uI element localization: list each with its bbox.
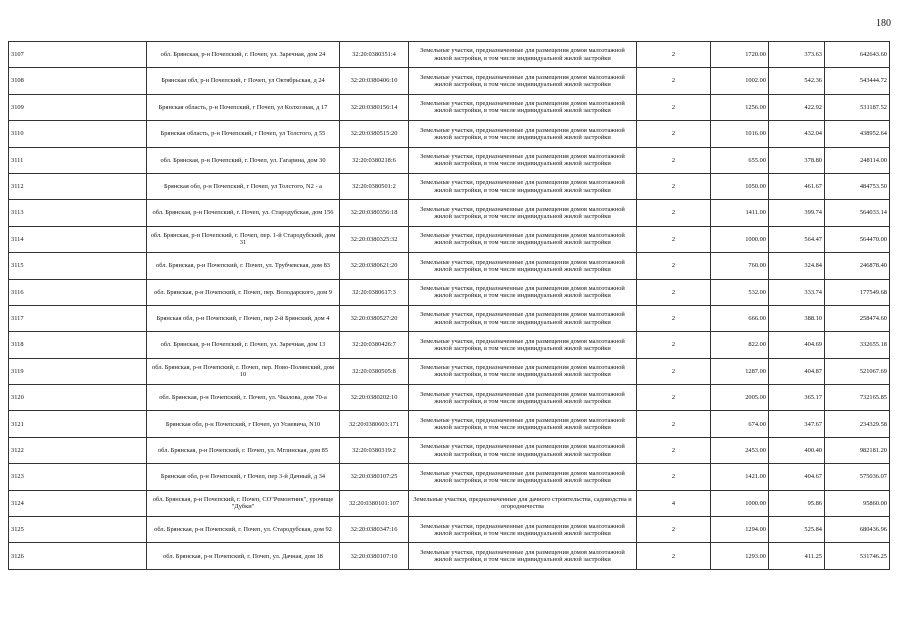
specific-value-cell: 95.86 xyxy=(769,490,825,516)
cadastral-value-table xyxy=(8,41,890,570)
row-number: 3108 xyxy=(9,68,147,94)
row-number: 3123 xyxy=(9,464,147,490)
group-cell: 2 xyxy=(637,543,711,569)
table-row xyxy=(9,68,890,94)
area-cell: 1000.00 xyxy=(711,226,769,252)
address-cell: обл. Брянская, р-н Почепский, г. Почеп, пер. 1-й Стародубский, дом 31 xyxy=(147,226,340,252)
cadastral-number-cell: 32:20:0380515:20 xyxy=(340,121,409,147)
group-cell: 2 xyxy=(637,68,711,94)
specific-value-cell: 411.25 xyxy=(769,543,825,569)
group-cell: 2 xyxy=(637,517,711,543)
group-cell: 2 xyxy=(637,173,711,199)
cadastral-value-cell: 234329.58 xyxy=(825,411,890,437)
table-row xyxy=(9,279,890,305)
table-row xyxy=(9,543,890,569)
table-row xyxy=(9,332,890,358)
address-cell: обл. Брянская, р-н Почепский, г. Почеп, ул. Чкалова, дом 70-а xyxy=(147,385,340,411)
group-cell: 2 xyxy=(637,464,711,490)
row-number: 3122 xyxy=(9,437,147,463)
group-cell: 2 xyxy=(637,121,711,147)
cadastral-value-cell: 531746.25 xyxy=(825,543,890,569)
specific-value-cell: 461.67 xyxy=(769,173,825,199)
specific-value-cell: 404.67 xyxy=(769,464,825,490)
table-row xyxy=(9,147,890,173)
land-use-cell: Земельные участки, предназначенные для размещения домов малоэтажной жилой застройки, в том числе индивидуальной жилой застройки xyxy=(409,147,637,173)
land-use-cell: Земельные участки, предназначенные для размещения домов малоэтажной жилой застройки, в том числе индивидуальной жилой застройки xyxy=(409,305,637,331)
cadastral-value-cell: 484753.50 xyxy=(825,173,890,199)
cadastral-number-cell: 32:20:0380505:8 xyxy=(340,358,409,384)
specific-value-cell: 400.40 xyxy=(769,437,825,463)
table-row xyxy=(9,517,890,543)
cadastral-value-cell: 332655.18 xyxy=(825,332,890,358)
group-cell: 2 xyxy=(637,305,711,331)
cadastral-value-cell: 438952.64 xyxy=(825,121,890,147)
specific-value-cell: 422.92 xyxy=(769,94,825,120)
address-cell: обл. Брянская, р-н Почепский, г. Почеп, СО"Ремонтник", урочище "Дубки" xyxy=(147,490,340,516)
address-cell: обл. Брянская, р-н Почепский, г. Почеп, ул. Заречная, дом 24 xyxy=(147,42,340,68)
table-row xyxy=(9,42,890,68)
area-cell: 1000.00 xyxy=(711,490,769,516)
cadastral-number-cell: 32:20:0380351:4 xyxy=(340,42,409,68)
cadastral-value-cell: 680436.96 xyxy=(825,517,890,543)
area-cell: 2005.00 xyxy=(711,385,769,411)
table-row xyxy=(9,358,890,384)
cadastral-number-cell: 32:20:0380406:10 xyxy=(340,68,409,94)
specific-value-cell: 404.69 xyxy=(769,332,825,358)
specific-value-cell: 388.10 xyxy=(769,305,825,331)
area-cell: 1421.00 xyxy=(711,464,769,490)
cadastral-number-cell: 32:20:0380107:25 xyxy=(340,464,409,490)
cadastral-value-cell: 564470.00 xyxy=(825,226,890,252)
group-cell: 2 xyxy=(637,358,711,384)
cadastral-number-cell: 32:20:0380621:20 xyxy=(340,253,409,279)
cadastral-number-cell: 32:20:0380617:3 xyxy=(340,279,409,305)
group-cell: 2 xyxy=(637,200,711,226)
specific-value-cell: 399.74 xyxy=(769,200,825,226)
row-number: 3110 xyxy=(9,121,147,147)
cadastral-value-cell: 564033.14 xyxy=(825,200,890,226)
cadastral-value-cell: 732165.85 xyxy=(825,385,890,411)
cadastral-value-cell: 521067.69 xyxy=(825,358,890,384)
area-cell: 822.00 xyxy=(711,332,769,358)
area-cell: 655.00 xyxy=(711,147,769,173)
land-use-cell: Земельные участки, предназначенные для размещения домов малоэтажной жилой застройки, в том числе индивидуальной жилой застройки xyxy=(409,173,637,199)
land-use-cell: Земельные участки, предназначенные для размещения домов малоэтажной жилой застройки, в том числе индивидуальной жилой застройки xyxy=(409,121,637,147)
address-cell: обл. Брянская, р-н Почепский, г. Почеп, ул. Стародубская, дом 156 xyxy=(147,200,340,226)
row-number: 3118 xyxy=(9,332,147,358)
row-number: 3114 xyxy=(9,226,147,252)
table-row xyxy=(9,226,890,252)
specific-value-cell: 347.67 xyxy=(769,411,825,437)
cadastral-number-cell: 32:20:0380202:10 xyxy=(340,385,409,411)
specific-value-cell: 333.74 xyxy=(769,279,825,305)
address-cell: Брянская обл, р-н Почепский, г Почеп, ул Толстого, N2 - а xyxy=(147,173,340,199)
address-cell: обл. Брянская, р-н Почепский, г. Почеп, ул. Гагарина, дом 30 xyxy=(147,147,340,173)
land-use-cell: Земельные участки, предназначенные для размещения домов малоэтажной жилой застройки, в том числе индивидуальной жилой застройки xyxy=(409,543,637,569)
table-row xyxy=(9,385,890,411)
land-use-cell: Земельные участки, предназначенные для размещения домов малоэтажной жилой застройки, в том числе индивидуальной жилой застройки xyxy=(409,517,637,543)
row-number: 3111 xyxy=(9,147,147,173)
area-cell: 1016.00 xyxy=(711,121,769,147)
cadastral-number-cell: 32:20:0380356:18 xyxy=(340,200,409,226)
table-row xyxy=(9,200,890,226)
address-cell: обл. Брянская, р-н Почепский, г. Почеп, ул. Трубчевская, дом 83 xyxy=(147,253,340,279)
group-cell: 2 xyxy=(637,332,711,358)
cadastral-number-cell: 32:20:0380347:16 xyxy=(340,517,409,543)
cadastral-number-cell: 32:20:0380603:171 xyxy=(340,411,409,437)
cadastral-value-cell: 543444.72 xyxy=(825,68,890,94)
specific-value-cell: 404.87 xyxy=(769,358,825,384)
group-cell: 2 xyxy=(637,279,711,305)
specific-value-cell: 542.36 xyxy=(769,68,825,94)
cadastral-value-cell: 642643.60 xyxy=(825,42,890,68)
row-number: 3120 xyxy=(9,385,147,411)
area-cell: 532.00 xyxy=(711,279,769,305)
cadastral-number-cell: 32:20:0380501:2 xyxy=(340,173,409,199)
table-row xyxy=(9,253,890,279)
table-row xyxy=(9,464,890,490)
area-cell: 1050.00 xyxy=(711,173,769,199)
table-row xyxy=(9,121,890,147)
cadastral-number-cell: 32:20:0380325:32 xyxy=(340,226,409,252)
cadastral-number-cell: 32:20:0380218:6 xyxy=(340,147,409,173)
table-row xyxy=(9,411,890,437)
table-row xyxy=(9,490,890,516)
table-row xyxy=(9,94,890,120)
land-use-cell: Земельные участки, предназначенные для размещения домов малоэтажной жилой застройки, в том числе индивидуальной жилой застройки xyxy=(409,253,637,279)
specific-value-cell: 378.80 xyxy=(769,147,825,173)
area-cell: 1002.00 xyxy=(711,68,769,94)
land-use-cell: Земельные участки, предназначенные для размещения домов малоэтажной жилой застройки, в том числе индивидуальной жилой застройки xyxy=(409,464,637,490)
cadastral-value-cell: 982181.20 xyxy=(825,437,890,463)
address-cell: обл. Брянская, р-н Почепский, г. Почеп, пер. Володарского, дом 9 xyxy=(147,279,340,305)
land-use-cell: Земельные участки, предназначенные для размещения домов малоэтажной жилой застройки, в том числе индивидуальной жилой застройки xyxy=(409,68,637,94)
area-cell: 1287.00 xyxy=(711,358,769,384)
row-number: 3115 xyxy=(9,253,147,279)
table-row xyxy=(9,437,890,463)
row-number: 3119 xyxy=(9,358,147,384)
land-use-cell: Земельные участки, предназначенные для размещения домов малоэтажной жилой застройки, в том числе индивидуальной жилой застройки xyxy=(409,200,637,226)
area-cell: 1294.00 xyxy=(711,517,769,543)
address-cell: обл. Брянская, р-н Почепский, г. Почеп, ул. Мглинская, дом 85 xyxy=(147,437,340,463)
group-cell: 2 xyxy=(637,94,711,120)
land-use-cell: Земельные участки, предназначенные для размещения домов малоэтажной жилой застройки, в том числе индивидуальной жилой застройки xyxy=(409,279,637,305)
cadastral-number-cell: 32:20:0380527:20 xyxy=(340,305,409,331)
row-number: 3112 xyxy=(9,173,147,199)
cadastral-number-cell: 32:20:0380319:2 xyxy=(340,437,409,463)
row-number: 3116 xyxy=(9,279,147,305)
address-cell: Брянская обл, р-н Почепский, г Почеп, пер 3-й Дачный, д 34 xyxy=(147,464,340,490)
table-row xyxy=(9,173,890,199)
cadastral-value-cell: 531187.52 xyxy=(825,94,890,120)
row-number: 3124 xyxy=(9,490,147,516)
area-cell: 1411.00 xyxy=(711,200,769,226)
row-number: 3125 xyxy=(9,517,147,543)
area-cell: 2453.00 xyxy=(711,437,769,463)
group-cell: 2 xyxy=(637,226,711,252)
cadastral-number-cell: 32:20:0380101:107 xyxy=(340,490,409,516)
group-cell: 2 xyxy=(637,253,711,279)
row-number: 3113 xyxy=(9,200,147,226)
land-use-cell: Земельные участки, предназначенные для размещения домов малоэтажной жилой застройки, в том числе индивидуальной жилой застройки xyxy=(409,226,637,252)
land-use-cell: Земельные участки, предназначенные для размещения домов малоэтажной жилой застройки, в том числе индивидуальной жилой застройки xyxy=(409,94,637,120)
area-cell: 760.00 xyxy=(711,253,769,279)
cadastral-number-cell: 32:20:0380156:14 xyxy=(340,94,409,120)
area-cell: 1293.00 xyxy=(711,543,769,569)
address-cell: Брянская область, р-н Почепский, г Почеп, ул Колхозная, д 17 xyxy=(147,94,340,120)
land-use-cell: Земельные участки, предназначенные для размещения домов малоэтажной жилой застройки, в том числе индивидуальной жилой застройки xyxy=(409,358,637,384)
address-cell: Брянская обл, р-н Почепский, г Почеп, пер 2-й Брянский, дом 4 xyxy=(147,305,340,331)
table-row xyxy=(9,305,890,331)
cadastral-value-cell: 177549.68 xyxy=(825,279,890,305)
address-cell: обл. Брянская, р-н Почепский, г. Почеп, ул. Дачная, дом 18 xyxy=(147,543,340,569)
cadastral-number-cell: 32:20:0380107:10 xyxy=(340,543,409,569)
land-use-cell: Земельные участки, предназначенные для размещения домов малоэтажной жилой застройки, в том числе индивидуальной жилой застройки xyxy=(409,437,637,463)
land-use-cell: Земельные участки, предназначенные для размещения домов малоэтажной жилой застройки, в том числе индивидуальной жилой застройки xyxy=(409,42,637,68)
cadastral-value-cell: 95860.00 xyxy=(825,490,890,516)
cadastral-value-cell: 575036.07 xyxy=(825,464,890,490)
cadastral-value-cell: 258474.60 xyxy=(825,305,890,331)
specific-value-cell: 365.17 xyxy=(769,385,825,411)
specific-value-cell: 564.47 xyxy=(769,226,825,252)
specific-value-cell: 432.04 xyxy=(769,121,825,147)
specific-value-cell: 373.63 xyxy=(769,42,825,68)
area-cell: 674.00 xyxy=(711,411,769,437)
row-number: 3109 xyxy=(9,94,147,120)
land-use-cell: Земельные участки, предназначенные для размещения домов малоэтажной жилой застройки, в том числе индивидуальной жилой застройки xyxy=(409,385,637,411)
address-cell: Брянская обл, р-н Почепский, г Почеп, ул Октябрьская, д 24 xyxy=(147,68,340,94)
specific-value-cell: 324.84 xyxy=(769,253,825,279)
area-cell: 666.00 xyxy=(711,305,769,331)
address-cell: Брянская обл, р-н Почепский, г Почеп, ул Усиевича, N10 xyxy=(147,411,340,437)
group-cell: 2 xyxy=(637,385,711,411)
address-cell: Брянская область, р-н Почепский, г Почеп, ул Толстого, д 55 xyxy=(147,121,340,147)
area-cell: 1720.00 xyxy=(711,42,769,68)
cadastral-number-cell: 32:20:0380426:7 xyxy=(340,332,409,358)
cadastral-value-cell: 248114.00 xyxy=(825,147,890,173)
row-number: 3121 xyxy=(9,411,147,437)
address-cell: обл. Брянская, р-н Почепский, г. Почеп, пер. Ново-Полянский, дом 10 xyxy=(147,358,340,384)
group-cell: 2 xyxy=(637,42,711,68)
area-cell: 1256.00 xyxy=(711,94,769,120)
row-number: 3117 xyxy=(9,305,147,331)
group-cell: 2 xyxy=(637,411,711,437)
page-number: 180 xyxy=(876,18,891,29)
address-cell: обл. Брянская, р-н Почепский, г. Почеп, ул. Стародубская, дом 92 xyxy=(147,517,340,543)
land-use-cell: Земельные участки, предназначенные для размещения домов малоэтажной жилой застройки, в том числе индивидуальной жилой застройки xyxy=(409,411,637,437)
address-cell: обл. Брянская, р-н Почепский, г. Почеп, ул. Заречная, дом 13 xyxy=(147,332,340,358)
row-number: 3107 xyxy=(9,42,147,68)
group-cell: 2 xyxy=(637,437,711,463)
land-use-cell: Земельные участки, предназначенные для дачного строительства, садоводства и огородничества xyxy=(409,490,637,516)
group-cell: 4 xyxy=(637,490,711,516)
specific-value-cell: 525.84 xyxy=(769,517,825,543)
group-cell: 2 xyxy=(637,147,711,173)
land-use-cell: Земельные участки, предназначенные для размещения домов малоэтажной жилой застройки, в том числе индивидуальной жилой застройки xyxy=(409,332,637,358)
cadastral-value-cell: 246878.40 xyxy=(825,253,890,279)
row-number: 3126 xyxy=(9,543,147,569)
